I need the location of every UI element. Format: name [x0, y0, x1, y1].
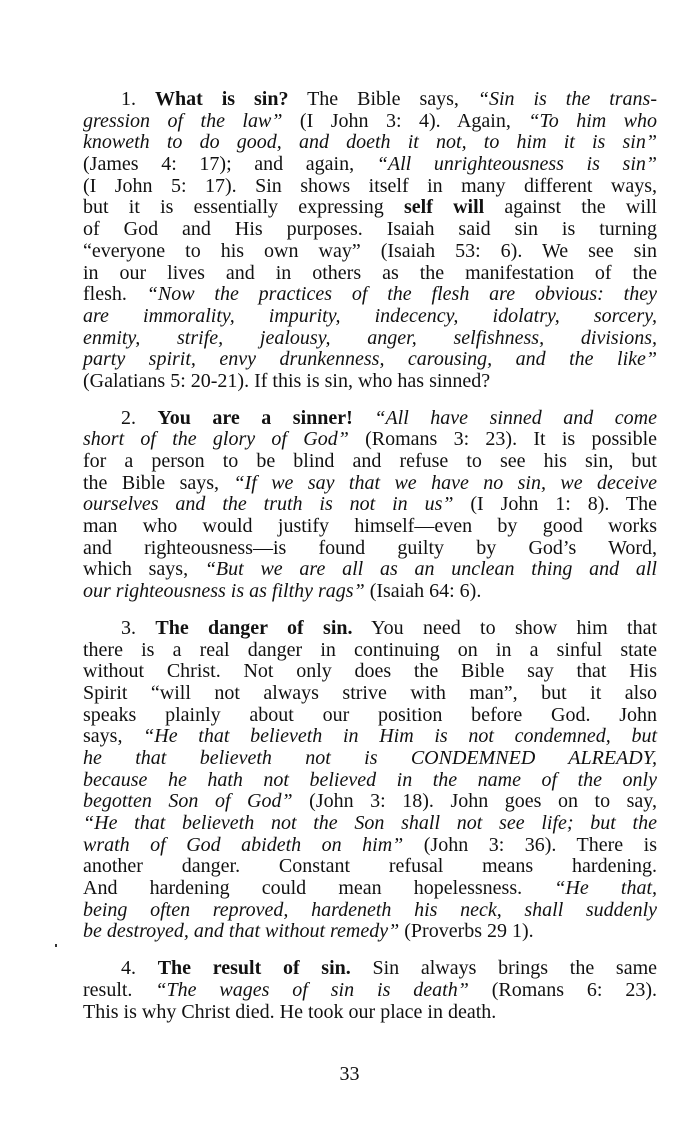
paragraph-3	[83, 618, 657, 943]
text-line	[83, 516, 657, 538]
scripture-quote: “The wages of sin is death”	[155, 978, 469, 1001]
scripture-quote: he that believeth not is CONDEMNED ALREADY,	[83, 746, 657, 769]
scripture-quote: ourselves and the truth is not in us”	[83, 493, 454, 516]
text-line	[83, 748, 657, 770]
text-run: 1.	[121, 88, 155, 110]
text-run: (Proverbs 29 1).	[399, 920, 534, 943]
scripture-quote: “All unrighteousness is sin”	[376, 153, 657, 176]
scripture-quote: short of the glory of God”	[83, 428, 349, 451]
text-run: 3.	[121, 616, 156, 639]
page-body	[83, 89, 657, 1038]
scripture-quote: be destroyed, and that without remedy”	[83, 920, 400, 943]
text-line	[83, 371, 657, 393]
text-run: Spirit “will not always strive with man”, but it also	[83, 681, 657, 704]
scripture-quote: “All have sinned and come	[374, 406, 658, 429]
text-run: And hardening could mean hopelessness.	[83, 877, 555, 900]
text-line	[83, 328, 657, 350]
text-run: and righteousness—is found guilty by God’s Word,	[83, 536, 657, 559]
text-line	[83, 306, 657, 328]
text-run: (I John 3: 4). Again,	[282, 109, 529, 132]
text-line	[83, 473, 657, 495]
text-line	[83, 284, 657, 306]
text-line	[83, 241, 657, 263]
text-run: result.	[83, 978, 156, 1001]
scripture-quote: “Now the practices of the flesh are obvious: they	[146, 283, 657, 306]
scripture-quote: knoweth to do good, and doeth it not, to him it is sin”	[83, 131, 657, 154]
text-line	[83, 770, 657, 792]
text-run: (I John 1: 8). The	[453, 493, 657, 516]
text-line	[83, 1002, 657, 1024]
text-line	[83, 661, 657, 683]
text-run: which says,	[83, 558, 205, 581]
text-line	[83, 791, 657, 813]
text-run: against the will	[484, 196, 657, 219]
text-line	[83, 618, 657, 640]
scripture-quote: “He that,	[554, 877, 657, 900]
text-run: speaks plainly about our position before God. John	[83, 703, 657, 726]
text-run: there is a real danger in continuing on in a sinful state	[83, 638, 657, 661]
text-line	[83, 878, 657, 900]
text-line	[83, 921, 657, 943]
text-run: (Isaiah 64: 6).	[364, 580, 482, 603]
text-run: (I John 5: 17). Sin shows itself in many different ways,	[83, 174, 657, 197]
text-run: (Galatians 5: 20-21). If this is sin, who has sinned?	[83, 369, 491, 392]
text-run: (Romans 3: 23). It is possible	[348, 428, 658, 451]
scripture-quote: our righteousness is as filthy rags”	[83, 580, 365, 603]
text-line	[83, 111, 657, 133]
scripture-quote: “Sin is the trans-	[477, 88, 657, 110]
text-run: says,	[83, 725, 144, 748]
scripture-quote: gression of the law”	[83, 109, 283, 132]
text-line	[83, 640, 657, 662]
text-run: This is why Christ died. He took our place in death.	[83, 1000, 497, 1023]
scripture-quote: being often reproved, hardeneth his neck, shall suddenly	[83, 898, 657, 921]
text-run: Sin always brings the same	[350, 957, 658, 980]
page-number: 33	[339, 1063, 360, 1085]
text-line	[83, 176, 657, 198]
text-line	[83, 132, 657, 154]
text-run: but it is essentially expressing	[83, 196, 404, 219]
scan-mark	[55, 944, 57, 947]
text-run: (John 3: 18). John goes on to say,	[292, 790, 657, 813]
text-run: 4.	[121, 957, 158, 980]
text-run	[353, 407, 375, 429]
scripture-quote: party spirit, envy drunkenness, carousing, and the like”	[83, 348, 657, 371]
bold-heading: You are a sinner!	[157, 406, 353, 429]
scripture-quote: “But we are all as an unclean thing and all	[204, 558, 657, 581]
text-run: another danger. Constant refusal means hardening.	[83, 855, 657, 878]
text-run: You need to show him that	[352, 616, 657, 639]
text-line	[83, 705, 657, 727]
scripture-quote: begotten Son of God”	[83, 790, 293, 813]
scripture-quote: “He that believeth not the Son shall not see life; but the	[83, 812, 657, 834]
text-run: “everyone to his own way” (Isaiah 53: 6). We see sin	[83, 239, 657, 262]
text-line	[83, 980, 657, 1002]
text-line	[83, 813, 657, 835]
text-line	[83, 429, 657, 451]
text-line	[83, 900, 657, 922]
scripture-quote: “To him who	[528, 109, 658, 132]
text-line	[83, 559, 657, 581]
text-line	[83, 219, 657, 241]
text-line	[83, 349, 657, 371]
text-line	[83, 726, 657, 748]
text-run: (Romans 6: 23).	[468, 978, 658, 1001]
text-run: flesh.	[83, 283, 147, 306]
text-run: 2.	[121, 406, 158, 429]
text-run: man who would justify himself—even by good works	[83, 515, 657, 538]
text-line	[83, 958, 657, 980]
text-line	[83, 89, 657, 111]
text-line	[83, 408, 657, 430]
text-line	[83, 451, 657, 473]
text-run: for a person to be blind and refuse to see his sin, but	[83, 450, 657, 472]
text-line	[83, 494, 657, 516]
text-run: (John 3: 36). There is	[403, 833, 657, 856]
scripture-quote: “If we say that we have no sin, we deceive	[233, 471, 657, 494]
bold-heading: The danger of sin.	[155, 616, 353, 639]
text-run: the Bible says,	[83, 471, 234, 494]
text-run: without Christ. Not only does the Bible say that His	[83, 660, 657, 683]
text-run: (James 4: 17); and again,	[83, 153, 377, 176]
text-line	[83, 197, 657, 219]
text-line	[83, 581, 657, 603]
text-run: of God and His purposes. Isaiah said sin is turning	[83, 218, 657, 241]
scripture-quote: are immorality, impurity, indecency, idolatry, sorcery,	[83, 304, 657, 327]
text-line	[83, 263, 657, 285]
bold-heading: The result of sin.	[157, 957, 351, 980]
scripture-quote: because he hath not believed in the name of the only	[83, 768, 657, 791]
text-run: in our lives and in others as the manifestation of the	[83, 261, 657, 284]
text-run: The Bible says,	[288, 88, 478, 110]
bold-heading: What is sin?	[154, 88, 289, 110]
bold-heading: self will	[403, 196, 485, 219]
paragraph-1	[83, 89, 657, 393]
text-line	[83, 154, 657, 176]
scripture-quote: “He that believeth in Him is not condemned, but	[143, 725, 658, 748]
text-line	[83, 835, 657, 857]
scripture-quote: enmity, strife, jealousy, anger, selfishness, divisions,	[83, 326, 657, 349]
text-line	[83, 683, 657, 705]
scripture-quote: wrath of God abideth on him”	[83, 833, 404, 856]
text-line	[83, 538, 657, 560]
text-line	[83, 856, 657, 878]
paragraph-2	[83, 408, 657, 603]
paragraph-4	[83, 958, 657, 1023]
